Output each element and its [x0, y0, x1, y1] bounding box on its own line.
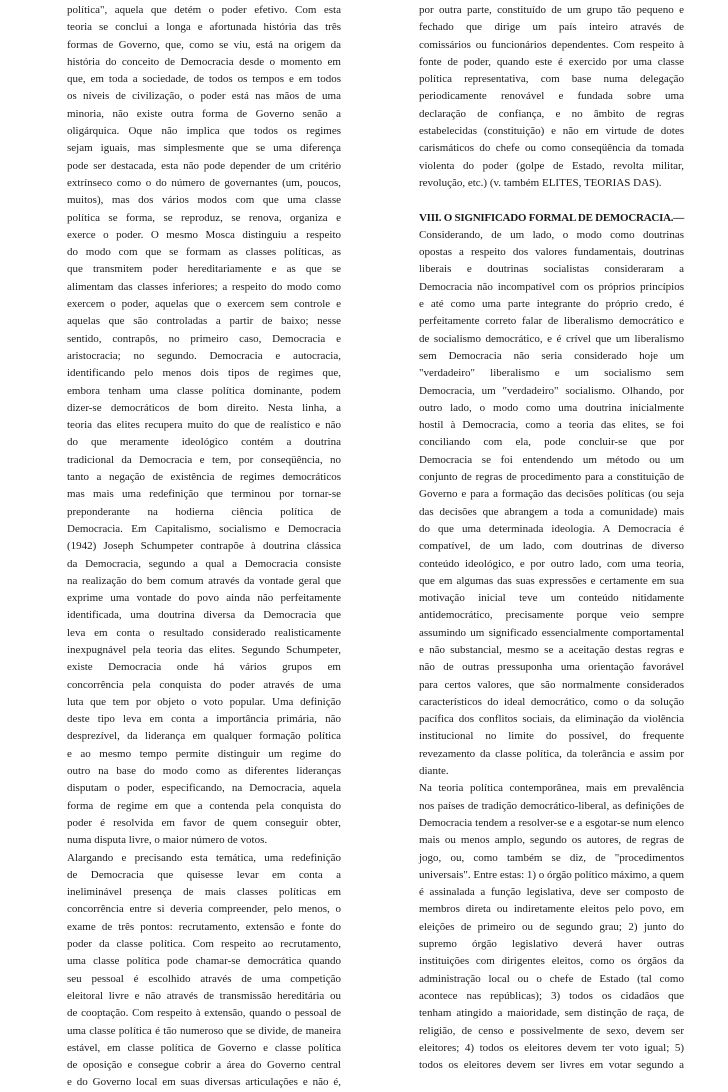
text-line: concorrência entre si deveria compreender, pelo menos, o — [67, 903, 341, 916]
text-line: deste tipo leva em conta a importância primária, não — [67, 713, 341, 726]
text-line: periodicamente renovável e fundada sobre uma — [419, 90, 684, 103]
text-line: e do Governo local em suas diversas articulações e não é, — [67, 1076, 341, 1089]
text-line: conjunto de regras de procedimento para a constituição de — [419, 471, 684, 484]
text-line: supremo órgão legislativo deverá haver outras — [419, 938, 684, 951]
text-line: identificada, uma doutrina diversa da Democracia que — [67, 609, 341, 622]
text-line: membros direta ou indiretamente eleitos pelo povo, em — [419, 903, 684, 916]
text-line: disputam o poder, especificando, na Democracia, aquela — [67, 782, 341, 795]
text-line: outro lado, o modo como uma doutrina inicialmente — [419, 401, 684, 414]
text-line: estabelecidas (constituição) e não em virtude de dotes — [419, 125, 684, 138]
text-line: seu pessoal é escolhido através de uma competição — [67, 972, 341, 985]
text-line: existe Democracia onde há vários grupos em — [67, 661, 341, 674]
text-line: da Democracia, segundo a qual a Democracia consiste — [67, 557, 341, 570]
text-line: política se forma, se reproduz, se renova, organiza e — [67, 211, 341, 224]
text-line: e até como uma parte integrante do próprio credo, é — [419, 298, 684, 311]
text-line: oligárquica. Oque não implica que todos os regimes — [67, 125, 341, 138]
text-line: religião, de censo e possivelmente de sexo, devem ser — [419, 1024, 684, 1037]
text-line: sentido, contrapôs, no primeiro caso, Democracia e — [67, 332, 341, 345]
text-line: conteúdo ideológico, e por outro lado, com uma teoria, — [419, 557, 684, 570]
text-line: forma de regime em que a contenda pela conquista do — [67, 799, 341, 812]
text-line: institucional no limite do possível, do frequente — [419, 730, 684, 743]
text-line: instituições com dirigentes eleitos, como os órgãos da — [419, 955, 684, 968]
text-line: para certos valores, que são normalmente considerados — [419, 678, 684, 691]
text-line: que em algumas das suas expressões e certamente em sua — [419, 574, 684, 587]
text-line: embora tenham uma classe política dominante, podem — [67, 384, 341, 397]
text-line: pacífica dos conflitos sociais, da eliminação da violência — [419, 713, 684, 726]
text-line: assumindo um significado essencialmente comportamental — [419, 626, 684, 639]
text-line: aristocracia; no segundo. Democracia e autocracia, — [67, 349, 341, 362]
text-line: de cooptação. Com respeito à extensão, quando o pessoal de — [67, 1007, 341, 1020]
text-line: de Democracia que quisesse levar em conta a — [67, 868, 341, 881]
text-line: teoria se conclui a longa e afortunada história das três — [67, 21, 341, 34]
text-line: declaração de confiança, e no âmbito de regras — [419, 107, 684, 120]
text-line: do que uma determinada ideologia. A Democracia é — [419, 522, 684, 535]
text-line: poder da classe política. Com respeito ao recrutamento, — [67, 938, 341, 951]
text-line: política", aquela que detém o poder efetivo. Com esta — [67, 4, 341, 16]
text-line: mas mais uma redefinição que terminou por tornar-se — [67, 488, 341, 501]
text-line: por outra parte, constituído de um grupo tão pequeno e — [419, 4, 684, 16]
text-line: do que meramente ideológico contém a doutrina — [67, 436, 341, 449]
text-line: acontece nas repúblicas); 3) todos os cidadãos que — [419, 989, 684, 1002]
text-line: Na teoria política contemporânea, mais em prevalência — [419, 782, 684, 795]
text-line: que transmitem poder hereditariamente e as que se — [67, 263, 341, 276]
text-line: exprime uma vontade do povo ainda não perfeitamente — [67, 592, 341, 605]
text-line: uma classe política é tão numeroso que se divide, de maneira — [67, 1024, 341, 1037]
text-line: motivação inicial teve um conteúdo nitidamente — [419, 592, 684, 605]
text-line: teoria das elites recupera muito do que de realístico e não — [67, 419, 341, 432]
left-column — [67, 2, 341, 1092]
text-line: estável, em classe política de Governo e classe política — [67, 1041, 341, 1054]
text-line: comissários ou funcionários dependentes. Com respeito à — [419, 38, 684, 51]
text-line: inexpugnável pela teoria das elites. Segundo Schumpeter, — [67, 643, 341, 656]
text-line: sejam iguais, mas simplesmente que se uma diferença — [67, 142, 341, 155]
text-line: de oposição e consegue cobrir a área do Governo central — [67, 1059, 341, 1072]
text-line: diante. — [419, 765, 449, 778]
text-line: não de outras pressuponha uma orientação favorável — [419, 661, 684, 674]
text-line: eleições de primeiro ou de segundo grau; 2) junto do — [419, 920, 684, 933]
text-line: administração local ou o chefe de Estado (tal como — [419, 972, 684, 985]
text-line: exerce o poder. O mesmo Mosca distinguiu a respeito — [67, 228, 341, 241]
text-line: Democracia não incompatível com os próprios princípios — [419, 280, 684, 293]
text-line: todos os eleitores devem ser livres em votar segundo a — [419, 1059, 684, 1072]
text-line: luta que tem por objeto o voto popular. Uma definição — [67, 695, 341, 708]
text-line: opostas a respeito dos valores fundamentais, doutrinas — [419, 246, 684, 259]
text-line: Alargando e precisando esta temática, uma redefinição — [67, 851, 341, 864]
text-line: pode ser destacada, esta não pode depender de um critério — [67, 159, 341, 172]
text-line: antidemocrático, precisamente porque veio sempre — [419, 609, 684, 622]
text-line: Democracia, um "verdadeiro" socialismo. Olhando, por — [419, 384, 684, 397]
text-line: tenham atingido a maioridade, sem distinção de raça, de — [419, 1007, 684, 1020]
text-line: tanto a negação de existência de regimes democráticos — [67, 471, 341, 484]
text-line: violenta do poder (golpe de Estado, revolta militar, — [419, 159, 684, 172]
text-line: jogo, ou, como também se diz, de "procedimentos — [419, 851, 684, 864]
text-line: compatível, de um lado, com doutrinas de diverso — [419, 540, 684, 553]
text-line: minoria, não existe outra forma de Governo senão a — [67, 107, 341, 120]
text-line: na realização do bem comum através da vontade geral que — [67, 574, 341, 587]
text-line: Democracia. Em Capitalismo, socialismo e Democracia — [67, 522, 341, 535]
text-line: tradicional da Democracia e tem, por conseqüência, no — [67, 453, 341, 466]
text-line: nos países de tradição democrático-liberal, as definições de — [419, 799, 684, 812]
text-line: preponderante na hodierna ciência política de — [67, 505, 341, 518]
text-line: aquelas que são controladas a partir de baixo; nesse — [67, 315, 341, 328]
text-line: sem Democracia não seria considerado hoje um — [419, 349, 684, 362]
text-line: (1942) Joseph Schumpeter contrapõe à doutrina clássica — [67, 540, 341, 553]
text-line: e ao mesmo tempo permite distinguir um regime do — [67, 747, 341, 760]
text-line: poder é resolvida em favor de quem conseguir obter, — [67, 816, 341, 829]
text-line: uma classe política pode chamar-se democrática quando — [67, 955, 341, 968]
right-column — [419, 2, 684, 1074]
text-line: é assinalada a função legislativa, deve ser composto de — [419, 886, 684, 899]
text-line: revezamento da classe política, da tolerância e assim por — [419, 747, 684, 760]
text-line: do modo com que se formam as classes políticas, as — [67, 246, 341, 259]
text-line: universais". Entre estas: 1) o órgão político máximo, a quem — [419, 868, 685, 881]
text-line: fonte de poder, quando este é exercido por uma classe — [419, 55, 684, 68]
text-line: política representativa, com base numa delegação — [419, 73, 684, 86]
text-line: das decisões que abrangem a toda a comunidade) mais — [419, 505, 684, 518]
text-line: Governo e para a formação das decisões políticas (ou seja — [419, 488, 684, 501]
text-line: Democracia se foi entendendo um método ou um — [419, 453, 684, 466]
text-line: extrínseco como o do número de governantes (um, poucos, — [67, 176, 341, 189]
text-line: eleitoral livre e não através de transmissão hereditária ou — [67, 989, 341, 1002]
text-line: característicos do ideal democrático, como o da solução — [419, 695, 684, 708]
text-line: os níveis de civilização, o poder está nas mãos de uma — [67, 90, 341, 103]
text-line: de socialismo democrático, e é crível que um liberalismo — [419, 332, 684, 345]
text-line: muitos), mas dos vários modos com que uma classe — [67, 194, 341, 207]
text-line: "verdadeiro" liberalismo e um socialismo sem — [419, 367, 684, 380]
text-line: exame de três pontos: recrutamento, extensão e fonte do — [67, 920, 341, 933]
text-line: perfeitamente correto falar de liberalismo democrático e — [419, 315, 684, 328]
text-line: e não substancial, mesmo se a aceitação destas regras e — [419, 643, 684, 656]
text-line: desprezível, da liderança em qualquer formação política — [67, 730, 341, 743]
text-line: eleitores; 4) todos os eleitores devem ter voto igual; 5) — [419, 1041, 684, 1054]
text-line: dizer-se democráticos de bom direito. Nesta linha, a — [67, 401, 341, 414]
text-line: mais ou menos amplo, segundo os autores, de regras de — [419, 834, 684, 847]
text-line: Democracia tendem a resolver-se e a esgotar-se num elenco — [419, 816, 684, 829]
text-line: conciliando com ela, pode concluir-se que por — [419, 436, 684, 449]
text-line: revolução, etc.) (v. também ELITES, TEORIAS DAS). — [419, 176, 662, 189]
text-line: outro na base do modo como as diferentes lideranças — [67, 765, 341, 778]
text-line: que, em toda a sociedade, de todos os tempos e em todos — [67, 73, 341, 86]
text-line: formas de Governo, que, como se viu, está na origem da — [67, 38, 341, 51]
text-line: identificando pelo menos dois tipos de regimes que, — [67, 367, 341, 380]
text-line: Considerando, de um lado, o modo como doutrinas — [419, 228, 684, 241]
paragraph-spacer — [419, 192, 684, 209]
text-line: fechado que dirige um país inteiro através de — [419, 21, 684, 34]
text-line: numa disputa livre, o maior número de votos. — [67, 834, 268, 847]
text-line: carismáticos do chefe ou como conseqüência da tomada — [419, 142, 684, 155]
section-heading: VIII. O SIGNIFICADO FORMAL DE DEMOCRACIA.— — [419, 211, 684, 224]
text-line: alimentam das classes inferiores; a respeito do modo como — [67, 280, 341, 293]
text-line: história do conceito de Democracia desde o momento em — [67, 55, 341, 68]
text-line: leva em conta o resultado considerado realisticamente — [67, 626, 341, 639]
text-line: concorrência pela conquista do poder através de uma — [67, 678, 341, 691]
text-line: liberais e doutrinas socialistas consideraram a — [419, 263, 684, 276]
text-line: hostil à Democracia, como a teoria das elites, se foi — [419, 419, 684, 432]
text-line: exercem o poder, aquelas que o exercem sem controle e — [67, 298, 341, 311]
text-line: ineliminável presença de mais classes políticas em — [67, 886, 341, 899]
